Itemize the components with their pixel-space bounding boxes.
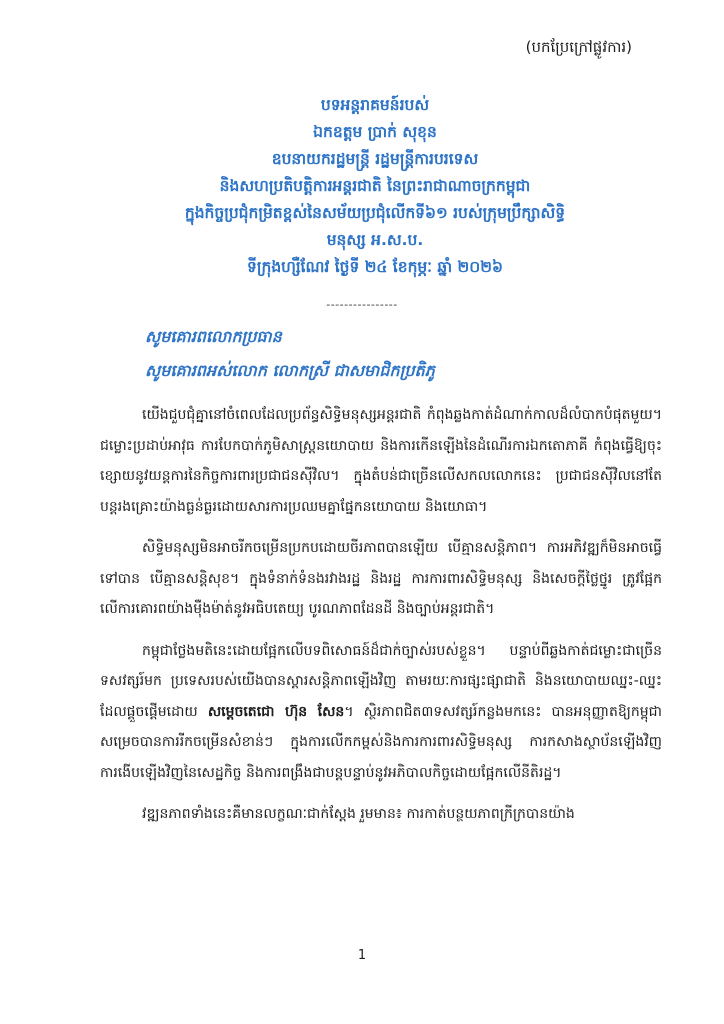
paragraph [100, 636, 662, 789]
paragraph: វឌ្ឍនភាពទាំងនេះគឺមានលក្ខណៈជាក់ស្តែង រួមមាន៖ ការកាត់បន្ថយភាពក្រីក្របានយ៉ាង [142, 806, 575, 822]
page-number: 1 [357, 948, 367, 963]
divider: ---------------- [326, 298, 398, 311]
title-line: ឯកឧត្តម ប្រាក់ សុខុន [313, 123, 437, 141]
paragraph-text: កម្ពុជាថ្លែងមតិនេះដោយផ្អែកលើបទពិសោធន៍ដ៏ជាក់ច្បាស់របស់ខ្លួន។ បន្ទាប់ពីឆ្លងកាត់ជម្លោះជាច្រើនទសវត្សរ៍មក ប្រទេសរបស់យើងបានស្តារសន្តិភាពឡើងវិញ តាមរយៈការផ្សះផ្សាជាតិ និងនយោបាយឈ្នះ-ឈ្នះ ដែលផ្តួចផ្តើមដោយ [100, 642, 662, 720]
title-line: ឧបនាយករដ្ឋមន្ត្រី រដ្ឋមន្ត្រីការបរទេស [271, 150, 479, 168]
title-line: បទអន្តរាគមន៍របស់ [320, 96, 430, 114]
speech-title [92, 92, 658, 281]
title-line: ទីក្រុងហ្សឺណែវ ថ្ងៃទី ២៤ ខែកុម្ភៈ ឆ្នាំ ២០២៦ [247, 258, 503, 276]
bold-name: សម្តេចតេជោ ហ៊ុន សែន [207, 703, 345, 720]
title-line: ក្នុងកិច្ចប្រជុំកម្រិតខ្ពស់នៃសម័យប្រជុំលើកទី៦១ របស់ក្រុមប្រឹក្សាសិទ្ធិ [184, 204, 566, 222]
paragraph: សិទ្ធិមនុស្សមិនអាចរីកចម្រើនប្រកបដោយចីរភាពបានឡើយ បើគ្មានសន្តិភាព។ ការអភិវឌ្ឍក៏មិនអាចធ្វើទៅបាន បើគ្មានសន្តិសុខ។ ក្នុងទំនាក់ទំនងរវាងរដ្ឋ និងរដ្ឋ ការការពារសិទ្ធិមនុស្ស និងសេចក្តីថ្លៃថ្នូរ ត្រូវផ្អែកលើការគោរពយ៉ាងម៉ឺងម៉ាត់នូវអធិបតេយ្យ បូរណភាពដែនដី និងច្បាប់អន្តរជាតិ។ [100, 540, 662, 617]
salutation-line: សូមគោរពលោកប្រធាន [145, 327, 282, 346]
paragraph-text: ។ ស្ថិរភាពជិត៣ទសវត្សរ៍កន្លងមកនេះ បានអនុញ្ញាតឱ្យកម្ពុជាសម្រេចបានការរីកចម្រើនសំខាន់ៗ ក្នុងការលើកកម្ពស់និងការការពារសិទ្ធិមនុស្ស ការកសាងស្ថាប័នឡើងវិញ ការងើបឡើងវិញនៃសេដ្ឋកិច្ច និងការពង្រឹងជាបន្តបន្ទាប់នូវអភិបាលកិច្ចដោយផ្អែកលើនីតិរដ្ឋ។ [100, 703, 662, 781]
salutation [145, 320, 655, 388]
speech-body [100, 400, 662, 841]
salutation-line: សូមគោរពអស់លោក លោកស្រី ជាសមាជិកប្រតិភូ [145, 361, 435, 380]
unofficial-translation-tag: (បកប្រែក្រៅផ្លូវការ) [525, 38, 632, 56]
title-line: និងសហប្រតិបត្តិការអន្តរជាតិ នៃព្រះរាជាណាចក្រកម្ពុជា [219, 177, 531, 195]
paragraph: យើងជួបជុំគ្នានៅចំពេលដែលប្រព័ន្ធសិទ្ធិមនុស្សអន្តរជាតិ កំពុងឆ្លងកាត់ដំណាក់កាលដ៏លំបាកបំផុតមួយ។ ជម្លោះប្រដាប់អាវុធ ការបែកបាក់ភូមិសាស្ត្រនយោបាយ និងការកើនឡើងនៃដំណើរការឯកតោភាគី កំពុងធ្វើឱ្យចុះខ្សោយនូវយន្តការនៃកិច្ចការពារប្រជាជនស៊ីវិល។ ក្នុងតំបន់ជាច្រើនលើសកលលោកនេះ ប្រជាជនស៊ីវិលនៅតែបន្តរងគ្រោះយ៉ាងធ្ងន់ធ្ងរដោយសារការប្រឈមគ្នាផ្នែកនយោបាយ និងយោធា។ [100, 407, 662, 515]
title-line: មនុស្ស អ.ស.ប. [326, 231, 424, 249]
